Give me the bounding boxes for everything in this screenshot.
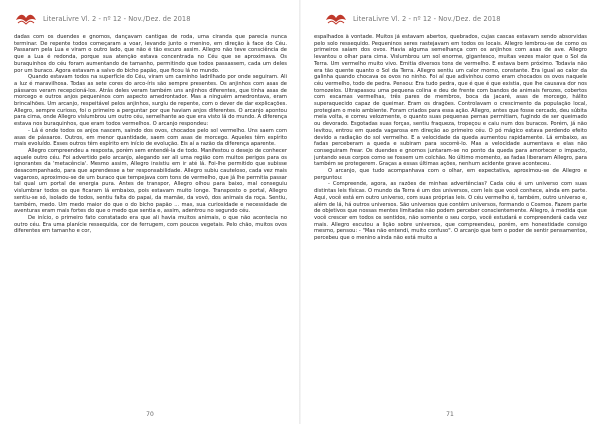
left-page-number: 70: [146, 411, 154, 418]
paragraph: De início, o primeiro fato constatado era que ali havia muitos animais, o que não acontecia no outro céu. Era uma planície ressequida, cor de ferrugem, com poucos vegetais. Pelo chão, muitos ovos diferentes em tamanho e cor,: [14, 214, 287, 235]
right-page-body: [314, 34, 587, 242]
right-page-header: [324, 8, 501, 30]
right-page-number: 71: [446, 411, 454, 418]
winged-logo-icon: [324, 10, 348, 28]
left-page-header-title: LiteraLivre Vl. 2 - nº 12 - Nov./Dez. de 2018: [43, 15, 191, 23]
winged-logo-icon: [14, 10, 38, 28]
paragraph: - Lá é onde todos os anjos nascem, saindo dos ovos, chocados pelo sol vermelho. Uns saem com asas de pássaros. Outros, em menor quantidade, saem com asas de morcego. Aqueles têm espírito mais evoluído. Esses outros têm espírito em início de evolução. Eis aí a razão da diferença aparente.: [14, 127, 287, 148]
right-page-header-title: LiteraLivre Vl. 2 - nº 12 - Nov./Dez. de 2018: [353, 15, 501, 23]
paragraph: dadas com os duendes e gnomos, dançavam cantigas de roda, uma ciranda que parecia nunca terminar. De repente todos começaram a voar, levando junto o menino, em direção à face do Céu. Passaram pela Lua e viram o outro lado, que não é tão escuro assim. Allegro não teve consciência de que a Lua é redonda, porque sua atenção estava concentrada no Céu que se aproximava. Os buraquinhos do céu foram aumentando de tamanho, permitindo que todos passassem, cada um deles por um buraco. Agora estavam a salvo do bicho papão, que ficou lá no mundo.: [14, 34, 287, 74]
right-page: [300, 0, 600, 424]
paragraph: Allegro compreendeu a resposta, porém sem entendê-la de todo. Manifestou o desejo de conhecer aquele outro céu. Foi advertido pelo arcanjo, alegando ser ali uma região com muitos perigos para os ignorantes da 'metacência'. Mesmo assim, Allegro insistiu em ir até lá. Foi-lhe permitido que subisse desacompanhado, para que aprendesse a ter responsabilidade. Allegro subiu cauteloso, cada vez mais vagaroso, aproximou-se de um buraco que tempejava com tons de vermelho, que já lhe permitia passar tal qual um portal de energia pura. Antes de transpor, Allegro olhou para baixo, mal conseguiu vislumbrar todos os que ficaram lá embaixo, pois estavam muito longe. Transposto o portal, Allegro sentiu-se só, isolado de todos, sentiu falta do papai, da mamãe, da vovó, dos animais da roça. Sentiu, também, medo. Um medo maior do que o do bicho papão ... mas, sua curiosidade e necessidade de aventuras eram mais fortes do que o medo que sentia e, assim, adentrou no segundo céu.: [14, 147, 287, 215]
paragraph: Quando estavam todos na superfície do Céu, viram um caminho ladrilhado por onde seguiram. Ali a luz é maravilhosa. Todas as sete cores do arco-íris são sempre presentes. Os anjinhos com asas de pássaros veram recepcioná-los. Atrás deles veram também uns anjinhos diferentes, que tinha asas de morcego e outros anjos pequeninos com aspecto amedrontador. Mas a ninguém amedrontava, eram brincalhões. Um arcanjo, respeitável pelos anjinhos, surgiu de repente, com o dever de dar explicações. Allegro, sempre curioso, foi o primeiro a perguntar por que haviam anjos diferentes. O arcanjo apontou para cima, onde Allegro vislumbrou um outro céu, semelhante ao que era visto lá do mundo. A diferença estava nos buraquinhos, que eram todos vermelhos. O arcanjo respondeu:: [14, 74, 287, 128]
left-page-body: [14, 34, 287, 235]
paragraph: - Compreende, agora, as razões de minhas advertências? Cada céu é um universo com suas distintas leis físicas. O mundo da Terra é um dos universos, com leis que você conhece, ainda em parte. Aqui, você está em outro universo, com suas próprias leis. O céu vermelho é, também, outro universo e, além de lá, há outros universos. São universos que contêm universos, formando o Cosmos. Fazem parte de objetivos que nossas mentes limitadas não podem perceber conscientemente. Allegro, à medida que você crescer em todos os sentidos, não somente o seu corpo, você estudará e compreenderá cada vez mais. Allegro escutou a lição sobre universos, que compreendeu, porém, em honestidade consigo mesmo, pensou: - "Mas não entendi, muito confuso". O arcanjo que tem o poder de sentir pensamentos, percebeu que o menino ainda não está muito a: [314, 181, 587, 242]
paragraph: espalhados à vontade. Muitos já estavam abertos, quebrados, cujas cascas estavam sendo absorvidas pelo solo ressequido. Pequeninos seres rastejavam em todos os locais. Allegro lembrou-se de como os primeiros saíam dos ovos. Havia alguma semelhança com os anjinhos com asas de ave. Allegro levantou o olhar para cima. Vislumbrou um sol enorme, gigantesco, muitas vezes maior que o Sol da Terra. Um vermelho muito vivo. Emitia diversos tons de vermelho. E estava bem próximo. Todavia não era tão quente quanto o Sol da Terra. Allegro sentiu um calor morno, constante. Era igual ao calor da galinha quando chocava os ovos no ninho. Foi aí que adivinhou como eram chocados os ovos naquele céu vermelho, todo de pedra. Pensou: Era tudo pedra, que é que é que existia, que lhe causava dor nos tornozelos. Ultrapassou uma pequena colina e deu de frente com bandos de animais ferozes, cobertos com escamas vermelhas, três pares de membros, boca da jacaré, asas de morcego, hálito superaquecido capaz de queimar. Eram os dragões. Controlavam o crescimento da população local, protegiam o meio ambiente. Foram criados para essa ação. Allegro, antes que fosse cercado, deu súbita meia volta, e correu velozmente, o quanto suas pequenas pernas permitiam, fugindo de ser queimado ou devorado. Esgotadas suas forças, sentiu fraqueza, tropeçou e caiu num dos buracos. Porém, já não levitou, entrou em queda vagarosa em direção ao primeiro céu. O pó mágico estava perdendo efeito devido a radiação do sol vermelho. E a velocidade da queda aumentou rapidamente. Lá embaixo, as fadas perceberam a queda e subiram para socorrê-lo. Mas a velocidade aumentava e elas não conseguiram frear. Os duendes e gnomos juntaram-se no ponto da queda para amortecer o impacto, juntando seus corpos como se fossem um colchão. No último momento, as fadas liberaram Allegro, para também se protegerem. Graças a essas últimas ações, nenhum acidente grave aconteceu.: [314, 34, 587, 168]
left-page-header: [14, 8, 191, 30]
paragraph: O arcanjo, que tudo acompanhava com o olhar, em expectativa, aproximou-se de Allegro e perguntou:: [314, 168, 587, 181]
